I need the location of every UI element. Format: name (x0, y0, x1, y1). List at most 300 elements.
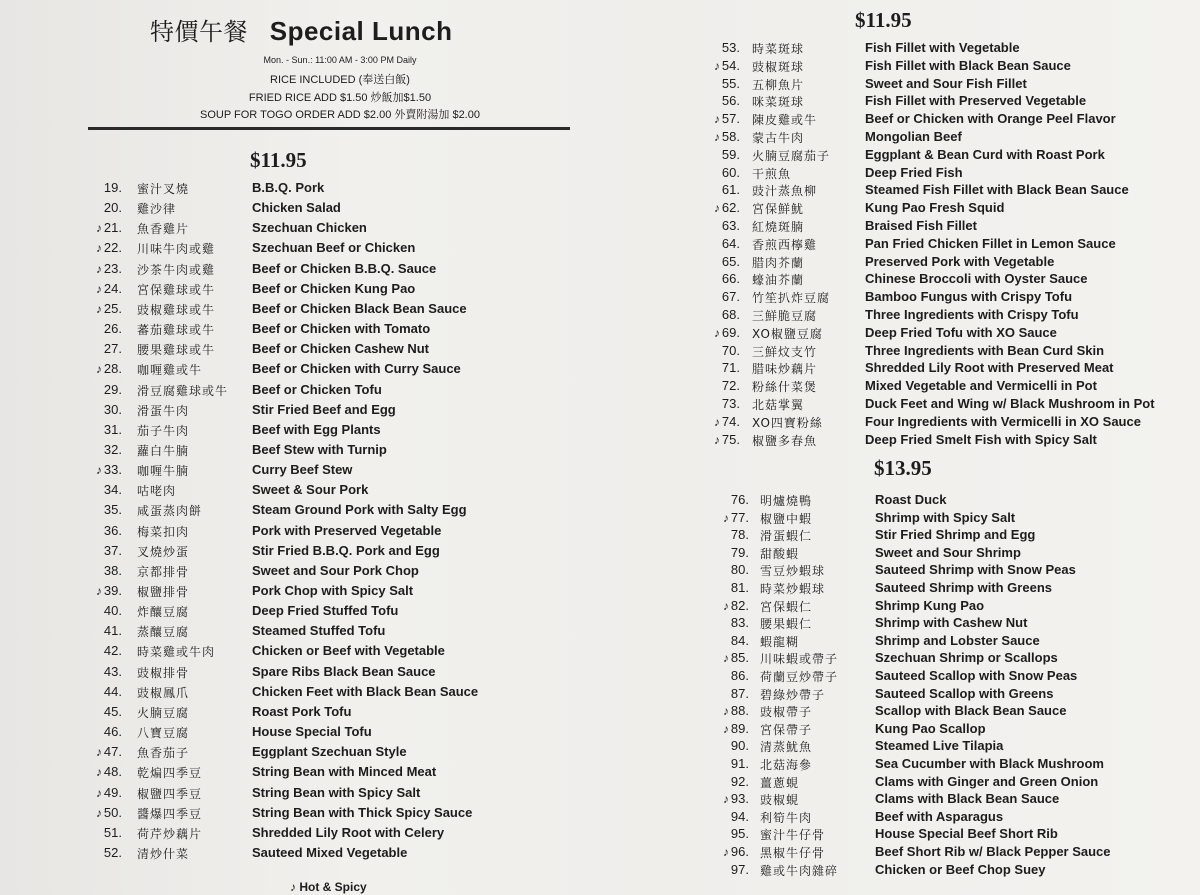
item-english-name: Beef with Egg Plants (252, 421, 381, 437)
hot-spicy-icon: ♪ (713, 201, 720, 216)
item-number (731, 809, 749, 824)
item-number (723, 703, 749, 718)
item-number (714, 58, 740, 73)
item-chinese-name: 香煎西檸雞 (752, 237, 818, 252)
item-number (714, 414, 740, 429)
item-chinese-name: 沙茶牛肉或雞 (137, 262, 216, 277)
item-english-name: Sea Cucumber with Black Mushroom (875, 756, 1104, 771)
item-english-name: Steamed Fish Fillet with Black Bean Sauce (865, 182, 1129, 198)
item-number (722, 93, 740, 108)
item-number-text: 78. (730, 527, 749, 543)
item-english-name: Beef or Chicken Tofu (252, 381, 382, 397)
item-number-text: 33. (103, 462, 122, 478)
item-number (722, 254, 740, 269)
item-chinese-name: 腊味炒藕片 (752, 362, 818, 377)
item-number-text: 95. (730, 826, 749, 842)
item-chinese-name: 北菇海參 (760, 758, 813, 772)
item-english-name: Deep Fried Tofu with XO Sauce (865, 324, 1057, 340)
item-number (731, 580, 749, 595)
item-chinese-name: 魚香茄子 (137, 746, 190, 761)
hot-spicy-icon: ♪ (95, 281, 102, 296)
item-english-name: Stir Fried Beef and Egg (252, 401, 396, 417)
item-english-name: Curry Beef Stew (252, 462, 353, 478)
item-number (723, 510, 749, 525)
item-chinese-name: 粉絲什菜煲 (752, 380, 818, 395)
item-chinese-name: 甜酸蝦 (760, 546, 800, 561)
item-chinese-name: 紅燒斑腩 (752, 220, 805, 234)
item-number (722, 165, 740, 180)
item-number (722, 76, 740, 91)
item-number-text: 59. (721, 146, 740, 162)
item-english-name: Sweet & Sour Pork (252, 482, 369, 498)
item-english-name: Duck Feet and Wing w/ Black Mushroom in Pot (865, 396, 1155, 411)
item-chinese-name: 五柳魚片 (752, 77, 805, 92)
title-english: Special Lunch (269, 16, 453, 46)
item-english-name: Roast Pork Tofu (252, 703, 352, 719)
item-english-name: Clams with Black Bean Sauce (875, 791, 1060, 807)
item-number-text: 31. (103, 421, 122, 437)
item-number-text: 63. (721, 218, 740, 233)
item-number (722, 182, 740, 197)
item-chinese-name: 豉椒蜆 (760, 793, 800, 808)
item-chinese-name: 腰果雞球或牛 (137, 343, 216, 358)
item-number-text: 39. (103, 583, 122, 598)
item-english-name: Sauteed Scallop with Snow Peas (875, 668, 1078, 683)
item-number-text: 52. (103, 844, 122, 860)
item-number-text: 45. (103, 703, 122, 719)
item-number-text: 79. (730, 544, 749, 560)
item-number (714, 432, 740, 447)
item-number (722, 289, 740, 304)
item-number-text: 93. (730, 791, 749, 807)
hot-spicy-icon: ♪ (95, 805, 102, 820)
hours-text: Mon. - Sun.: 11:00 AM - 3:00 PM Daily (263, 55, 417, 65)
item-english-name: Spare Ribs Black Bean Sauce (252, 663, 436, 679)
item-chinese-name: 時菜炒蝦球 (760, 582, 826, 596)
item-number-text: 58. (721, 129, 740, 144)
item-number-text: 46. (103, 724, 122, 740)
item-number (96, 462, 122, 477)
item-number (714, 200, 740, 215)
item-number-text: 87. (730, 685, 749, 701)
item-number (714, 325, 740, 340)
item-english-name: Chicken or Beef with Vegetable (252, 643, 445, 659)
menu-item (0, 432, 1200, 452)
hot-spicy-icon: ♪ (713, 432, 720, 447)
item-number-text: 74. (721, 413, 740, 429)
item-english-name: Sweet and Sour Pork Chop (252, 562, 419, 578)
item-number-text: 32. (103, 441, 122, 457)
item-number-text: 41. (103, 623, 122, 639)
item-number-text: 61. (721, 182, 740, 198)
item-chinese-name: 蒙古牛肉 (752, 131, 805, 145)
item-number-text: 56. (721, 93, 740, 109)
item-number-text: 51. (103, 824, 122, 840)
item-english-name: Beef Stew with Turnip (252, 441, 387, 457)
item-chinese-name: 咖喱牛腩 (137, 464, 190, 479)
item-number (731, 826, 749, 841)
item-chinese-name: 椒鹽中蝦 (760, 511, 813, 526)
item-number-text: 77. (730, 509, 749, 525)
item-chinese-name: 雞或牛肉雜碎 (760, 863, 839, 878)
item-english-name: Beef or Chicken with Orange Peel Flavor (865, 111, 1116, 127)
item-chinese-name: 蜜汁牛仔骨 (760, 828, 826, 843)
item-number-text: 42. (103, 643, 122, 659)
item-english-name: Pork Chop with Spicy Salt (252, 583, 414, 598)
item-english-name: Fish Fillet with Preserved Vegetable (865, 93, 1087, 109)
item-number-text: 82. (730, 597, 749, 613)
item-chinese-name: 豉椒排骨 (137, 665, 190, 680)
hot-spicy-icon: ♪ (722, 651, 729, 666)
hot-spicy-icon: ♪ (95, 221, 102, 236)
item-number-text: 97. (730, 861, 749, 877)
item-number (723, 650, 749, 665)
item-number-text: 84. (730, 632, 749, 648)
item-number-text: 25. (103, 300, 122, 316)
item-chinese-name: 雪豆炒蝦球 (760, 564, 826, 579)
item-number (731, 756, 749, 771)
item-chinese-name: 梅菜扣肉 (137, 524, 190, 539)
hot-spicy-icon: ♪ (95, 301, 102, 316)
item-number-text: 47. (103, 744, 122, 760)
item-chinese-name: 蘿白牛腩 (137, 443, 190, 458)
item-english-name: Beef or Chicken Black Bean Sauce (252, 300, 467, 316)
item-number-text: 96. (730, 844, 749, 859)
item-number-text: 67. (721, 289, 740, 305)
item-chinese-name: 干煎魚 (752, 166, 792, 181)
item-chinese-name: 時菜斑球 (752, 42, 805, 56)
rice-note: RICE INCLUDED (奉送白飯) (270, 74, 410, 86)
item-english-name: Sauteed Scallop with Greens (875, 685, 1054, 701)
hot-spicy-icon: ♪ (722, 845, 729, 859)
item-number-text: 36. (103, 522, 122, 538)
item-number-text: 48. (103, 764, 122, 780)
item-number-text: 26. (103, 321, 122, 337)
item-english-name: Shredded Lily Root with Preserved Meat (865, 360, 1114, 376)
item-number-text: 28. (103, 361, 122, 377)
item-english-name: Beef or Chicken Kung Pao (252, 280, 416, 296)
hot-spicy-legend: ♪ Hot & Spicy (290, 880, 367, 894)
fried-rice-note: FRIED RICE ADD $1.50 炒飯加$1.50 (248, 92, 432, 104)
item-number-text: 20. (103, 200, 122, 216)
item-chinese-name: 蝦龍糊 (760, 634, 800, 649)
item-chinese-name: 荷蘭豆炒帶子 (760, 670, 839, 684)
item-number-text: 68. (721, 307, 740, 322)
item-english-name: Beef or Chicken with Tomato (252, 321, 431, 337)
item-number-text: 72. (721, 378, 740, 394)
item-chinese-name: 三鮮炆支竹 (752, 344, 818, 359)
item-number-text: 62. (721, 200, 740, 216)
item-english-name: Beef or Chicken B.B.Q. Sauce (252, 260, 437, 276)
hot-spicy-icon: ♪ (95, 463, 102, 478)
item-chinese-name: 宮保鮮魷 (752, 202, 805, 217)
item-english-name: String Bean with Minced Meat (252, 764, 437, 780)
item-chinese-name: 咪菜斑球 (752, 95, 805, 110)
item-chinese-name: 宮保蝦仁 (760, 599, 813, 614)
item-english-name: Preserved Pork with Vegetable (865, 253, 1055, 269)
item-english-name: Fish Fillet with Black Bean Sauce (865, 57, 1071, 73)
menu-item (0, 462, 1200, 482)
item-number-text: 44. (103, 683, 122, 699)
item-chinese-name: 乾煸四季豆 (137, 766, 203, 781)
item-number (731, 545, 749, 560)
item-number (722, 218, 740, 233)
item-english-name: Shredded Lily Root with Celery (252, 824, 445, 840)
hot-spicy-icon: ♪ (95, 785, 102, 800)
item-english-name: Szechuan Chicken (252, 220, 367, 236)
item-chinese-name: 蕃茄雞球或牛 (137, 323, 216, 338)
hot-spicy-icon: ♪ (722, 721, 729, 736)
item-number-text: 21. (103, 220, 122, 236)
item-chinese-name: 蜜汁叉燒 (137, 182, 190, 196)
item-number-text: 76. (730, 492, 749, 507)
item-number (731, 527, 749, 542)
item-number (723, 791, 749, 806)
item-number-text: 69. (721, 324, 740, 340)
item-chinese-name: 滑蛋牛肉 (137, 403, 190, 418)
item-chinese-name: 時菜雞或牛肉 (137, 645, 216, 660)
item-number-text: 23. (103, 260, 122, 276)
item-number-text: 38. (103, 562, 122, 578)
item-number-text: 88. (730, 703, 749, 719)
item-chinese-name: 蠔油芥蘭 (752, 273, 805, 288)
item-chinese-name: 咖喱雞或牛 (137, 363, 203, 378)
hot-spicy-icon: ♪ (713, 58, 720, 73)
item-chinese-name: 宮保雞球或牛 (137, 282, 216, 297)
item-number-text: 90. (730, 738, 749, 754)
item-number (722, 147, 740, 162)
item-english-name: Mixed Vegetable and Vermicelli in Pot (865, 378, 1097, 394)
item-chinese-name: 陳皮雞或牛 (752, 113, 818, 128)
item-number-text: 73. (721, 396, 740, 411)
item-english-name: Clams with Ginger and Green Onion (875, 773, 1099, 789)
item-number (714, 129, 740, 144)
item-english-name: Pan Fried Chicken Fillet in Lemon Sauce (865, 235, 1116, 251)
item-english-name: Mongolian Beef (865, 129, 962, 144)
item-english-name: Steamed Live Tilapia (875, 738, 1004, 754)
item-number (723, 844, 749, 859)
item-chinese-name: 椒鹽多春魚 (752, 433, 818, 448)
item-chinese-name: 火腩豆腐茄子 (752, 148, 831, 163)
item-number-text: 30. (103, 401, 122, 417)
item-chinese-name: 咕咾肉 (137, 484, 177, 499)
item-english-name: Steam Ground Pork with Salty Egg (252, 502, 467, 518)
item-number-text: 24. (103, 280, 122, 296)
item-number-text: 55. (721, 75, 740, 91)
item-english-name: Kung Pao Fresh Squid (865, 200, 1005, 216)
item-number (722, 271, 740, 286)
item-chinese-name: 醬爆四季豆 (137, 806, 203, 821)
item-chinese-name: 宮保帶子 (760, 722, 813, 737)
item-chinese-name: 豉椒帶子 (760, 705, 813, 720)
item-chinese-name: 碧綠炒帶子 (760, 687, 826, 702)
item-english-name: Deep Fried Smelt Fish with Spicy Salt (865, 431, 1097, 447)
item-english-name: Chinese Broccoli with Oyster Sauce (865, 271, 1088, 287)
item-english-name: Fish Fillet with Vegetable (865, 40, 1020, 55)
item-english-name: Pork with Preserved Vegetable (252, 522, 442, 538)
item-chinese-name: 豉椒雞球或牛 (137, 302, 216, 317)
item-english-name: Beef Short Rib w/ Black Pepper Sauce (875, 844, 1111, 859)
hot-spicy-icon: ♪ (95, 584, 102, 598)
item-english-name: Braised Fish Fillet (865, 218, 977, 233)
item-number-text: 19. (103, 180, 122, 195)
item-number-text: 43. (103, 663, 122, 679)
item-number (731, 668, 749, 683)
item-number-text: 71. (721, 360, 740, 376)
hot-spicy-icon: ♪ (722, 704, 729, 719)
item-number (723, 721, 749, 736)
hot-spicy-icon: ♪ (95, 745, 102, 760)
item-english-name: Scallop with Black Bean Sauce (875, 703, 1067, 719)
soup-note: SOUP FOR TOGO ORDER ADD $2.00 外賣附湯加 $2.00 (200, 109, 480, 121)
item-english-name: Sweet and Sour Fish Fillet (865, 75, 1027, 91)
item-chinese-name: 叉燒炒蛋 (137, 544, 190, 559)
item-chinese-name: 川味蝦或帶子 (760, 652, 839, 667)
item-chinese-name: XO椒鹽豆腐 (752, 326, 823, 341)
item-number-text: 66. (721, 271, 740, 287)
item-number-text: 29. (103, 381, 122, 397)
item-english-name: Roast Duck (875, 492, 947, 507)
item-number (714, 111, 740, 126)
item-number-text: 37. (103, 542, 122, 558)
item-number-text: 91. (730, 756, 749, 771)
title-chinese: 特價午餐 (150, 18, 248, 46)
hot-spicy-icon: ♪ (722, 598, 729, 613)
item-chinese-name: 清蒸魷魚 (760, 740, 813, 755)
item-english-name: House Special Beef Short Rib (875, 826, 1058, 842)
item-number-text: 83. (730, 615, 749, 631)
item-number-text: 54. (721, 57, 740, 73)
item-number-text: 34. (103, 482, 122, 498)
item-number-text: 22. (103, 240, 122, 256)
hot-spicy-icon: ♪ (95, 362, 102, 377)
hot-spicy-icon: ♪ (713, 414, 720, 429)
item-chinese-name: 茄子牛肉 (137, 423, 190, 438)
item-chinese-name: 蒸釀豆腐 (137, 625, 190, 640)
item-english-name: Chicken Feet with Black Bean Sauce (252, 683, 479, 699)
item-chinese-name: 八寶豆腐 (137, 726, 190, 741)
item-chinese-name: XO四寶粉絲 (752, 415, 823, 430)
item-number (731, 633, 749, 648)
item-english-name: Chicken or Beef Chop Suey (875, 861, 1046, 877)
item-chinese-name: 清炒什菜 (137, 846, 190, 861)
hot-spicy-icon: ♪ (95, 261, 102, 276)
item-number-text: 65. (721, 253, 740, 269)
item-number (722, 343, 740, 358)
item-chinese-name: 黑椒牛仔骨 (760, 846, 826, 860)
item-number (731, 615, 749, 630)
item-chinese-name: 薑蔥蜆 (760, 775, 800, 790)
item-chinese-name: 雞沙律 (137, 202, 177, 217)
item-number-text: 86. (730, 668, 749, 683)
item-number-text: 53. (721, 40, 740, 55)
item-english-name: Szechuan Beef or Chicken (252, 240, 416, 256)
item-chinese-name: 豉椒鳳爪 (137, 685, 190, 700)
item-chinese-name: 滑蛋蝦仁 (760, 529, 813, 544)
item-english-name: Three Ingredients with Crispy Tofu (865, 307, 1079, 322)
item-number-text: 50. (103, 804, 122, 820)
menu-item (0, 862, 1200, 882)
item-english-name: Four Ingredients with Vermicelli in XO Sauce (865, 413, 1141, 429)
item-english-name: Beef or Chicken Cashew Nut (252, 341, 429, 357)
item-english-name: Sauteed Shrimp with Greens (875, 580, 1052, 595)
item-number (731, 562, 749, 577)
item-number-text: 81. (730, 580, 749, 595)
item-chinese-name: 利筍牛肉 (760, 810, 813, 825)
item-number-text: 49. (103, 784, 122, 800)
item-number-text: 40. (103, 603, 122, 619)
item-english-name: Eggplant Szechuan Style (252, 744, 407, 760)
item-english-name: Beef with Asparagus (875, 808, 1004, 824)
section-price: $11.95 (250, 148, 307, 172)
item-english-name: B.B.Q. Pork (252, 180, 325, 195)
item-number (722, 40, 740, 55)
item-number (731, 492, 749, 507)
hot-spicy-icon: ♪ (713, 325, 720, 340)
item-english-name: Kung Pao Scallop (875, 720, 986, 736)
item-number-text: 89. (730, 720, 749, 736)
item-chinese-name: 咸蛋蒸肉餅 (137, 504, 203, 519)
item-number (722, 360, 740, 375)
item-chinese-name: 椒鹽四季豆 (137, 786, 203, 801)
item-chinese-name: 北菇掌翼 (752, 398, 805, 412)
item-chinese-name: 炸釀豆腐 (137, 605, 190, 620)
item-english-name: String Bean with Spicy Salt (252, 784, 421, 800)
item-english-name: String Bean with Thick Spicy Sauce (252, 804, 473, 820)
item-english-name: Three Ingredients with Bean Curd Skin (865, 342, 1105, 358)
item-english-name: Szechuan Shrimp or Scallops (875, 650, 1058, 666)
item-number (731, 686, 749, 701)
item-english-name: Chicken Salad (252, 200, 341, 216)
item-number-text: 60. (721, 164, 740, 180)
item-english-name: Stir Fried Shrimp and Egg (875, 527, 1036, 543)
item-chinese-name: 竹笙扒炸豆腐 (752, 291, 831, 306)
item-chinese-name: 荷芹炒藕片 (137, 826, 203, 841)
hot-spicy-icon: ♪ (713, 112, 720, 127)
item-number (731, 862, 749, 877)
item-number-text: 75. (721, 431, 740, 447)
hot-spicy-icon: ♪ (722, 510, 729, 525)
item-chinese-name: 魚香雞片 (137, 222, 190, 237)
item-english-name: Beef or Chicken with Curry Sauce (252, 361, 461, 377)
item-chinese-name: 豉椒斑球 (752, 59, 805, 74)
item-chinese-name: 三鮮脆豆腐 (752, 309, 818, 323)
item-english-name: House Special Tofu (252, 724, 372, 740)
item-english-name: Shrimp Kung Pao (875, 597, 985, 613)
item-chinese-name: 火腩豆腐 (137, 705, 190, 720)
item-number-text: 64. (721, 235, 740, 251)
item-chinese-name: 京都排骨 (137, 564, 190, 579)
item-english-name: Sweet and Sour Shrimp (875, 544, 1021, 560)
item-number-text: 35. (103, 502, 122, 518)
item-english-name: Steamed Stuffed Tofu (252, 623, 386, 639)
item-english-name: Sauteed Mixed Vegetable (252, 844, 408, 860)
item-number (723, 598, 749, 613)
item-english-name: Shrimp with Cashew Nut (875, 615, 1028, 631)
item-english-name: Eggplant & Bean Curd with Roast Pork (865, 146, 1105, 162)
hot-spicy-icon: ♪ (722, 792, 729, 807)
hot-spicy-icon: ♪ (713, 130, 720, 144)
item-number-text: 94. (730, 808, 749, 824)
hot-spicy-icon: ♪ (95, 241, 102, 256)
item-chinese-name: 豉汁蒸魚柳 (752, 184, 818, 199)
item-english-name: Stir Fried B.B.Q. Pork and Egg (252, 542, 440, 558)
item-number-text: 27. (103, 341, 122, 357)
item-english-name: Deep Fried Fish (865, 164, 963, 180)
item-number-text: 70. (721, 342, 740, 358)
item-english-name: Deep Fried Stuffed Tofu (252, 603, 399, 619)
item-number (731, 738, 749, 753)
